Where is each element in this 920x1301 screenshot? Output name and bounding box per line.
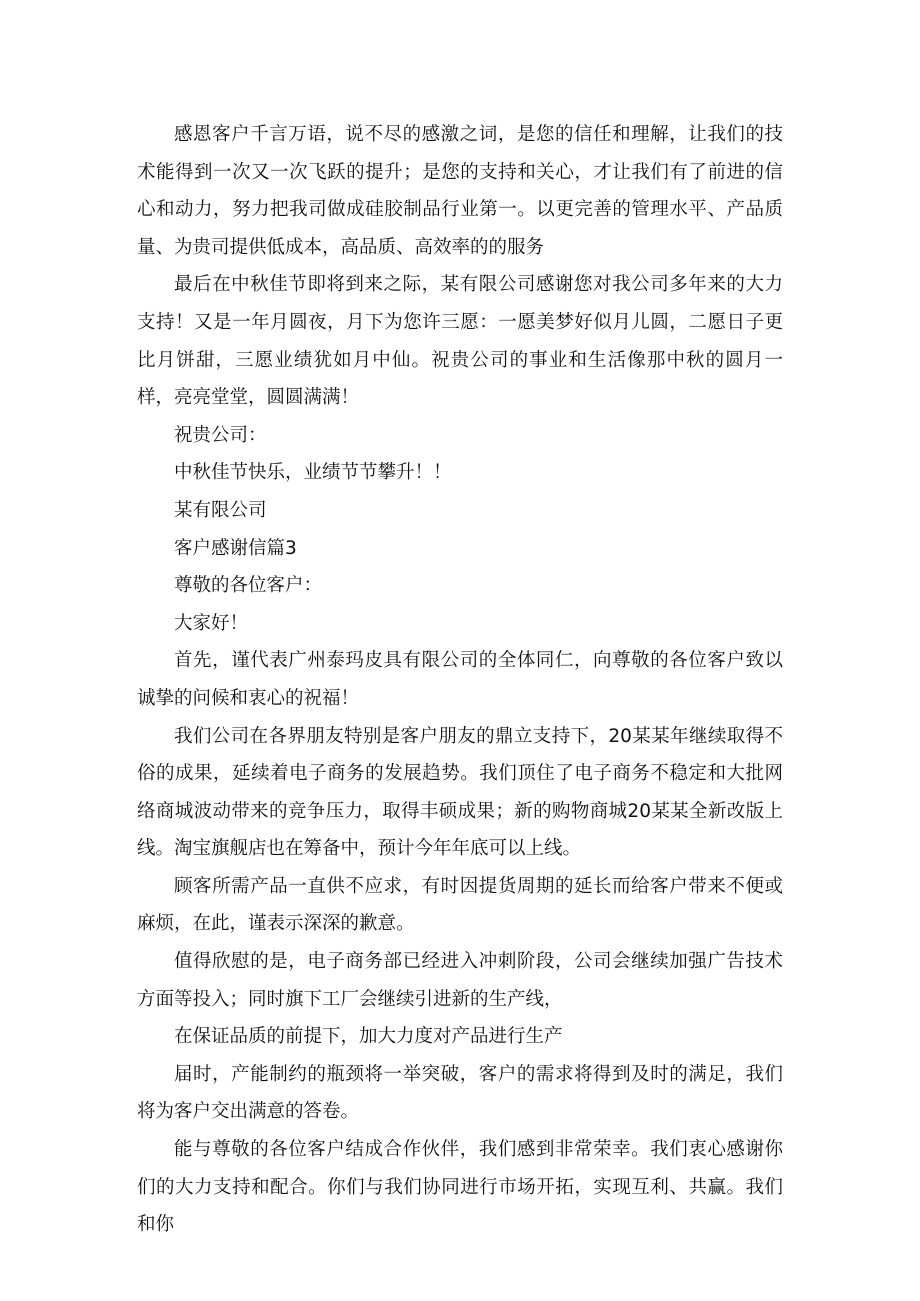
paragraph-signature: 某有限公司	[174, 499, 267, 521]
paragraph-capacity: 届时，产能制约的瓶颈将一举突破，客户的需求将得到及时的满足，我们将为客户交出满意的答卷。	[137, 1063, 783, 1123]
paragraph-progress: 值得欣慰的是，电子商务部已经进入冲刺阶段，公司会继续加强广告技术方面等投入；同时旗下工厂会继续引进新的生产线，	[137, 951, 783, 1010]
paragraph-quality: 在保证品质的前提下，加大力度对产品进行生产	[174, 1026, 563, 1048]
paragraph-address: 尊敬的各位客户：	[174, 575, 323, 597]
paragraph-hello: 大家好！	[174, 612, 249, 634]
paragraph-mid-autumn-wishes: 最后在中秋佳节即将到来之际，某有限公司感谢您对我公司多年来的大力支持！又是一年月圆夜，月下为您许三愿：一愿美梦好似月儿圆，二愿日子更比月饼甜，三愿业绩犹如月中仙。祝贵公司的事业和生活像那中秋的圆月一样，亮亮堂堂，圆圆满满！	[137, 274, 783, 409]
paragraph-salutation: 祝贵公司：	[174, 424, 267, 446]
paragraph-gratitude: 感恩客户千言万语，说不尽的感激之词，是您的信任和理解，让我们的技术能得到一次又一次飞跃的提升；是您的支持和关心，才让我们有了前进的信心和动力，努力把我司做成硅胶制品行业第一。以更完善的管理水平、产品质量、为贵司提供低成本，高品质、高效率的的服务	[137, 124, 783, 258]
paragraph-opening: 首先，谨代表广州泰玛皮具有限公司的全体同仁，向尊敬的各位客户致以诚挚的问候和衷心的祝福！	[137, 650, 783, 709]
paragraph-achievements: 我们公司在各界朋友特别是客户朋友的鼎立支持下，20某某年继续取得不俗的成果，延续着电子商务的发展趋势。我们顶住了电子商务不稳定和大批网络商城波动带来的竞争压力，取得丰硕成果；新的购物商城20某某全新改版上线。淘宝旗舰店也在筹备中，预计今年年底可以上线。	[137, 725, 783, 860]
paragraph-greeting: 中秋佳节快乐，业绩节节攀升！！	[174, 462, 452, 484]
paragraph-apology: 顾客所需产品一直供不应求，有时因提货周期的延长而给客户带来不便或麻烦，在此，谨表示深深的歉意。	[137, 875, 783, 935]
section-title: 客户感谢信篇3	[174, 537, 297, 559]
document-body	[137, 116, 783, 1244]
paragraph-partnership: 能与尊敬的各位客户结成合作伙伴，我们感到非常荣幸。我们衷心感谢你们的大力支持和配合。你们与我们协同进行市场开拓，实现互利、共赢。我们和你	[137, 1139, 783, 1236]
